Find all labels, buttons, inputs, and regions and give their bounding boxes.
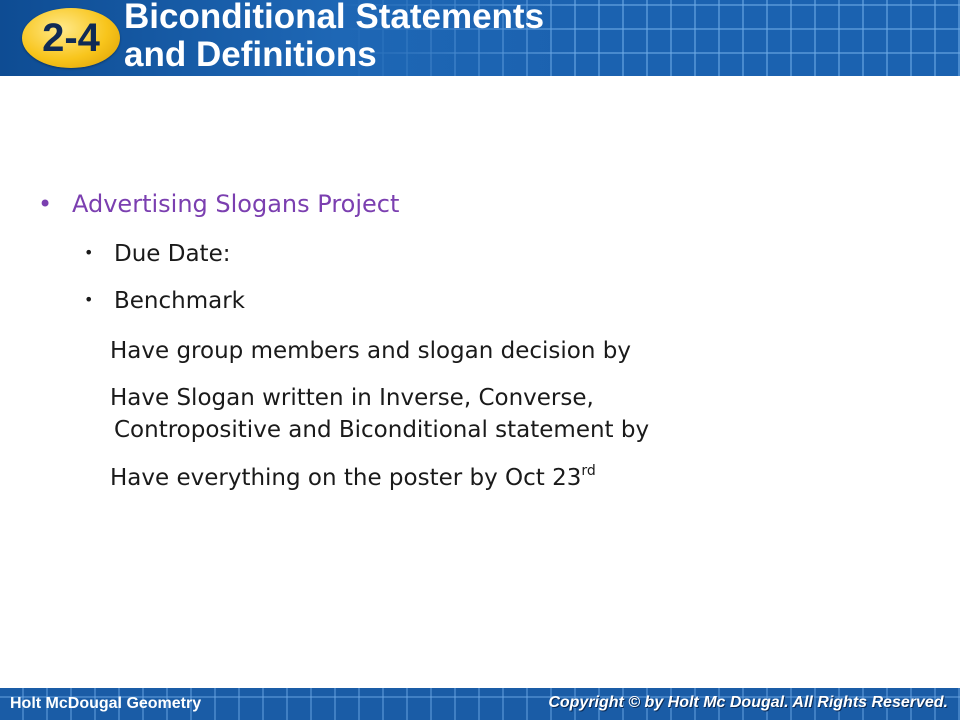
- bullet-dot-icon: •: [38, 190, 53, 218]
- lesson-badge: [22, 8, 120, 68]
- sub-bullet-text: Benchmark: [114, 288, 246, 314]
- header-banner: [0, 0, 960, 76]
- footer-bar: [0, 688, 960, 720]
- benchmark-paragraph-1: [110, 335, 631, 367]
- paragraph-text: Have everything on the poster by Oct 23: [110, 465, 582, 491]
- title-line-1: Biconditional Statements: [124, 0, 545, 36]
- paragraph-text: Have group members and slogan decision by: [110, 338, 631, 364]
- lesson-number: 2-4: [42, 15, 100, 60]
- title-line-2: and Definitions: [124, 35, 377, 74]
- main-bullet-text: Advertising Slogans Project: [72, 190, 400, 218]
- ordinal-suffix: rd: [581, 463, 596, 479]
- paragraph-line-2: Contropositive and Biconditional statement by: [114, 417, 650, 443]
- sub-bullet-text: Due Date:: [114, 241, 231, 267]
- footer-publisher: Holt McDougal Geometry: [10, 695, 202, 712]
- sub-bullet-dot-icon: •: [84, 290, 94, 309]
- benchmark-paragraph-3: [110, 462, 596, 494]
- footer-copyright: Copyright © by Holt Mc Dougal. All Rights Reserved.: [548, 694, 948, 711]
- paragraph-line-1: Have Slogan written in Inverse, Converse,: [110, 385, 594, 411]
- benchmark-paragraph-2: [110, 382, 649, 446]
- slide-title: [124, 0, 544, 74]
- sub-bullet-dot-icon: •: [84, 243, 94, 262]
